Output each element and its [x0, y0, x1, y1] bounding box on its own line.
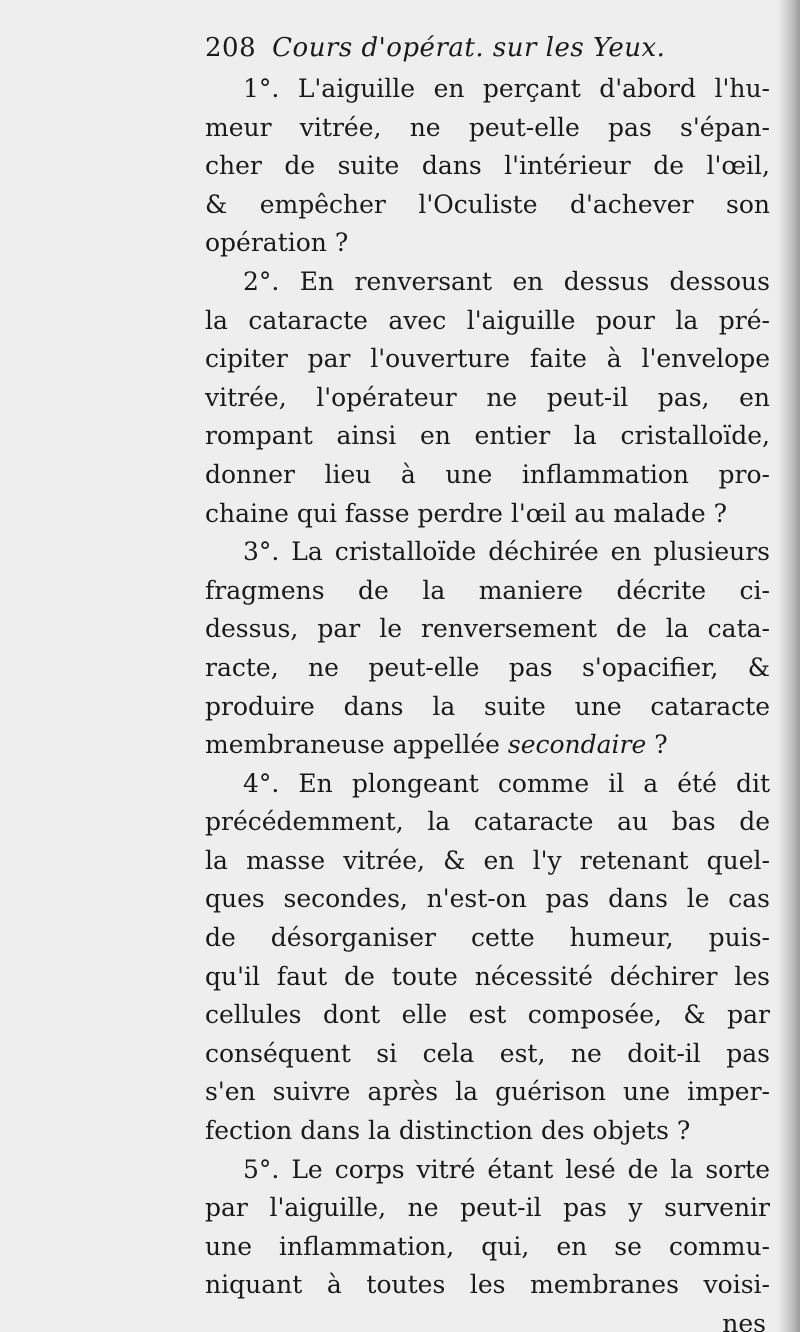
text-line [205, 919, 770, 958]
text-line-content: rompant ainsi en entier la cristalloïde, [205, 421, 770, 451]
text-line [205, 996, 770, 1035]
text-line-content: s'en suivre après la guérison une imper- [205, 1077, 770, 1107]
text-line [205, 1266, 770, 1305]
text-line [205, 1228, 770, 1267]
text-line-content: cipiter par l'ouverture faite à l'envelope [205, 344, 770, 374]
text-line-content: niquant à toutes les membranes voisi- [205, 1270, 770, 1300]
text-line-content: ques secondes, n'est-on pas dans le cas [205, 884, 770, 914]
text-line [205, 765, 770, 804]
show-through-text [82, 1120, 202, 1290]
text-line-content: racte, ne peut-elle pas s'opacifier, & [205, 652, 770, 682]
page-number: 208 [205, 33, 257, 63]
text-line-content: cher de suite dans l'intérieur de l'œil, [205, 151, 770, 181]
text-line-content: produire dans la suite une cataracte [205, 691, 770, 721]
text-line [205, 726, 770, 765]
text-line [205, 610, 770, 649]
text-line [205, 533, 770, 572]
text-line [205, 880, 770, 919]
text-line [205, 263, 770, 302]
text-line-content: la masse vitrée, & en l'y retenant quel- [205, 845, 770, 875]
text-line [205, 842, 770, 881]
running-title: Cours d'opérat. sur les Yeux. [272, 33, 666, 63]
text-line [205, 958, 770, 997]
text-line-content: fection dans la distinction des objets ? [205, 1116, 691, 1146]
line-tail: ? [646, 730, 668, 760]
text-line [205, 649, 770, 688]
text-line [205, 688, 770, 727]
text-line [205, 1112, 770, 1151]
text-line [205, 1035, 770, 1074]
text-line-content: une inflammation, qui, en se commu- [205, 1231, 770, 1261]
page-text-block [205, 28, 770, 1332]
text-line [205, 70, 770, 109]
text-line [205, 456, 770, 495]
text-line-content: vitrée, l'opérateur ne peut-il pas, en [205, 382, 770, 412]
body-text [205, 70, 770, 1305]
text-line-content: 3°. La cristalloïde déchirée en plusieurs [243, 537, 770, 567]
text-line [205, 109, 770, 148]
page-gutter-shadow [778, 0, 800, 1332]
text-line [205, 495, 770, 534]
text-line [205, 803, 770, 842]
catchword: nes [722, 1309, 766, 1332]
text-line-content: la cataracte avec l'aiguille pour la pré- [205, 305, 770, 335]
text-line-content: dessus, par le renversement de la cata- [205, 614, 770, 644]
running-head [205, 28, 770, 68]
text-line-content: donner lieu à une inflammation pro- [205, 459, 770, 489]
text-line [205, 340, 770, 379]
text-line-content: chaine qui fasse perdre l'œil au malade ? [205, 498, 728, 528]
text-line [205, 302, 770, 341]
text-line-content: 4°. En plongeant comme il a été dit [243, 768, 770, 798]
text-line-content: cellules dont elle est composée, & par [205, 1000, 770, 1030]
text-line-content: qu'il faut de toute nécessité déchirer les [205, 961, 770, 991]
text-line [205, 1073, 770, 1112]
italic-word: secondaire [507, 730, 647, 760]
text-line-content: précédemment, la cataracte au bas de [205, 807, 770, 837]
text-line [205, 224, 770, 263]
text-line-content: meur vitrée, ne peut-elle pas s'épan- [205, 112, 770, 142]
text-line-content: opération ? [205, 228, 349, 258]
text-line-content: 2°. En renversant en dessus dessous [243, 266, 770, 296]
text-line-content: de désorganiser cette humeur, puis- [205, 923, 770, 953]
text-line-content: par l'aiguille, ne peut-il pas y survenir [205, 1193, 770, 1223]
text-line-content: fragmens de la maniere décrite ci- [205, 575, 770, 605]
text-line [205, 379, 770, 418]
text-line-content: conséquent si cela est, ne doit-il pas [205, 1038, 770, 1068]
text-line [205, 1151, 770, 1190]
text-line [205, 417, 770, 456]
text-line-content: & empêcher l'Oculiste d'achever son [205, 189, 770, 219]
text-line-content: 5°. Le corps vitré étant lesé de la sorte [243, 1154, 770, 1184]
text-line-content: membraneuse appellée [205, 730, 508, 760]
text-line [205, 572, 770, 611]
text-line [205, 147, 770, 186]
text-line [205, 186, 770, 225]
text-line [205, 1189, 770, 1228]
text-line-content: 1°. L'aiguille en perçant d'abord l'hu- [243, 74, 770, 103]
